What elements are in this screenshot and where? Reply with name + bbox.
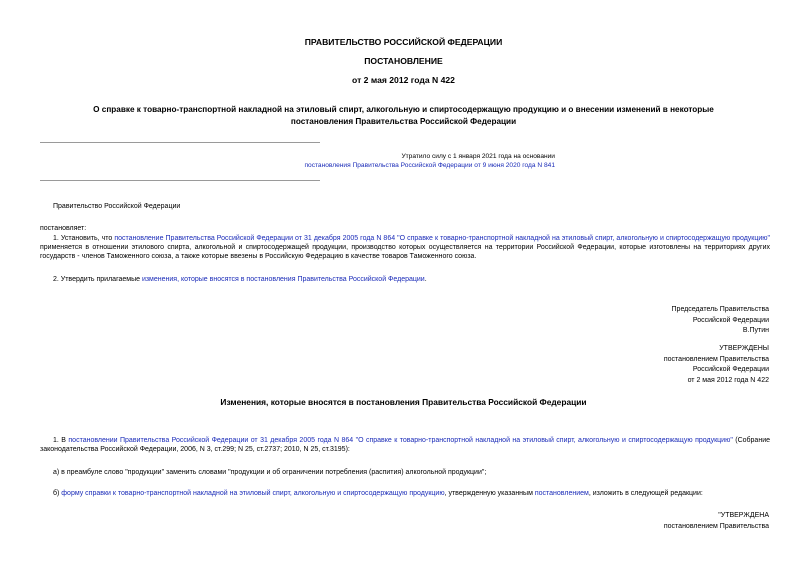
signature-name: В.Путин — [742, 327, 769, 334]
paragraph-2-link[interactable]: изменения, которые вносятся в постановления Правительства Российской Федерации — [141, 276, 425, 283]
tail-line1: "УТВЕРЖДЕНА — [718, 512, 769, 519]
document-type: ПОСТАНОВЛЕНИЕ — [364, 56, 443, 66]
status-note — [40, 153, 555, 170]
change-b — [53, 489, 703, 498]
change-1 — [40, 436, 770, 454]
change-1-link[interactable]: постановлении Правительства Российской Федерации от 31 декабря 2005 года N 864 "О справке к товарно-транспортной накладной на этиловый спирт, алкогольную и спиртосодержащую продукцию" — [68, 437, 733, 444]
paragraph-1-link[interactable]: постановление Правительства Российской Федерации от 31 декабря 2005 года N 864 "О справке к товарно-транспортной накладной на этиловый спирт, алкогольную и спиртосодержащую продукцию" — [114, 235, 770, 242]
paragraph-1-prefix: 1. Установить, что — [53, 235, 115, 242]
resolves-text: постановляет: — [40, 225, 87, 232]
change-b-link-form[interactable]: форму справки к товарно-транспортной накладной на этиловый спирт, алкогольную и спиртосодержащую продукцию — [61, 490, 445, 497]
intro-text: Правительство Российской Федерации — [53, 203, 181, 210]
divider-top — [40, 142, 320, 143]
paragraph-2-prefix: 2. Утвердить прилагаемые — [53, 276, 142, 283]
paragraph-1 — [40, 234, 770, 261]
document-title — [40, 104, 767, 128]
signature-line1: Председатель Правительства — [671, 306, 769, 313]
paragraph-2-suffix: . — [424, 276, 427, 283]
change-a: а) в преамбуле слово "продукции" заменить словами "продукции и об ограничении потребления (распития) алкогольной продукции"; — [53, 469, 487, 476]
tail-approved-block — [664, 511, 769, 532]
change-b-prefix: б) — [53, 490, 62, 497]
paragraph-2 — [40, 275, 770, 284]
status-line: Утратило силу с 1 января 2021 года на основании — [401, 153, 555, 160]
change-1-text: (Собрание законодательства Российской Федерации, 2006, N 3, ст.299; N 25, ст.2737; 2010, N 25, ст.3195): — [40, 437, 770, 454]
divider-bottom — [40, 180, 320, 181]
government-heading: ПРАВИТЕЛЬСТВО РОССИЙСКОЙ ФЕДЕРАЦИИ — [304, 37, 503, 47]
status-link[interactable]: постановления Правительства Российской Федерации от 9 июня 2020 года N 841 — [304, 161, 555, 169]
approved-block — [664, 344, 769, 386]
change-b-text1: , утвержденную указанным — [444, 490, 535, 497]
document-date-number: от 2 мая 2012 года N 422 — [352, 75, 455, 85]
approved-line3: Российской Федерации — [692, 366, 769, 373]
signature-block — [672, 305, 769, 337]
change-b-text2: , изложить в следующей редакции: — [588, 490, 703, 497]
document-title-line1: О справке к товарно-транспортной накладной на этиловый спирт, алкогольную и спиртосодержащую продукцию и о внесении изменений в некоторые — [93, 105, 714, 114]
approved-line2: постановлением Правительства — [663, 355, 769, 363]
paragraph-1-text: применяется в отношении этилового спирта, алкогольной и спиртосодержащей продукции, производство которых осуществляется на территории Российской Федерации, которые изготовлены на территориях других государств - членов Таможенного союза, а также которые ввезены в Российскую Федерацию в качестве товаров Таможенного союза. — [40, 244, 770, 261]
approved-line4: от 2 мая 2012 года N 422 — [687, 376, 769, 384]
signature-line2: Российской Федерации — [692, 316, 769, 324]
change-b-link-resolution[interactable]: постановлением — [534, 490, 589, 497]
approved-line1: УТВЕРЖДЕНЫ — [719, 345, 769, 352]
changes-title: Изменения, которые вносятся в постановления Правительства Российской Федерации — [220, 397, 587, 407]
change-1-prefix: 1. В — [53, 437, 69, 444]
tail-line2: постановлением Правительства — [663, 522, 769, 530]
document-title-line2: постановления Правительства Российской Федерации — [290, 116, 517, 126]
